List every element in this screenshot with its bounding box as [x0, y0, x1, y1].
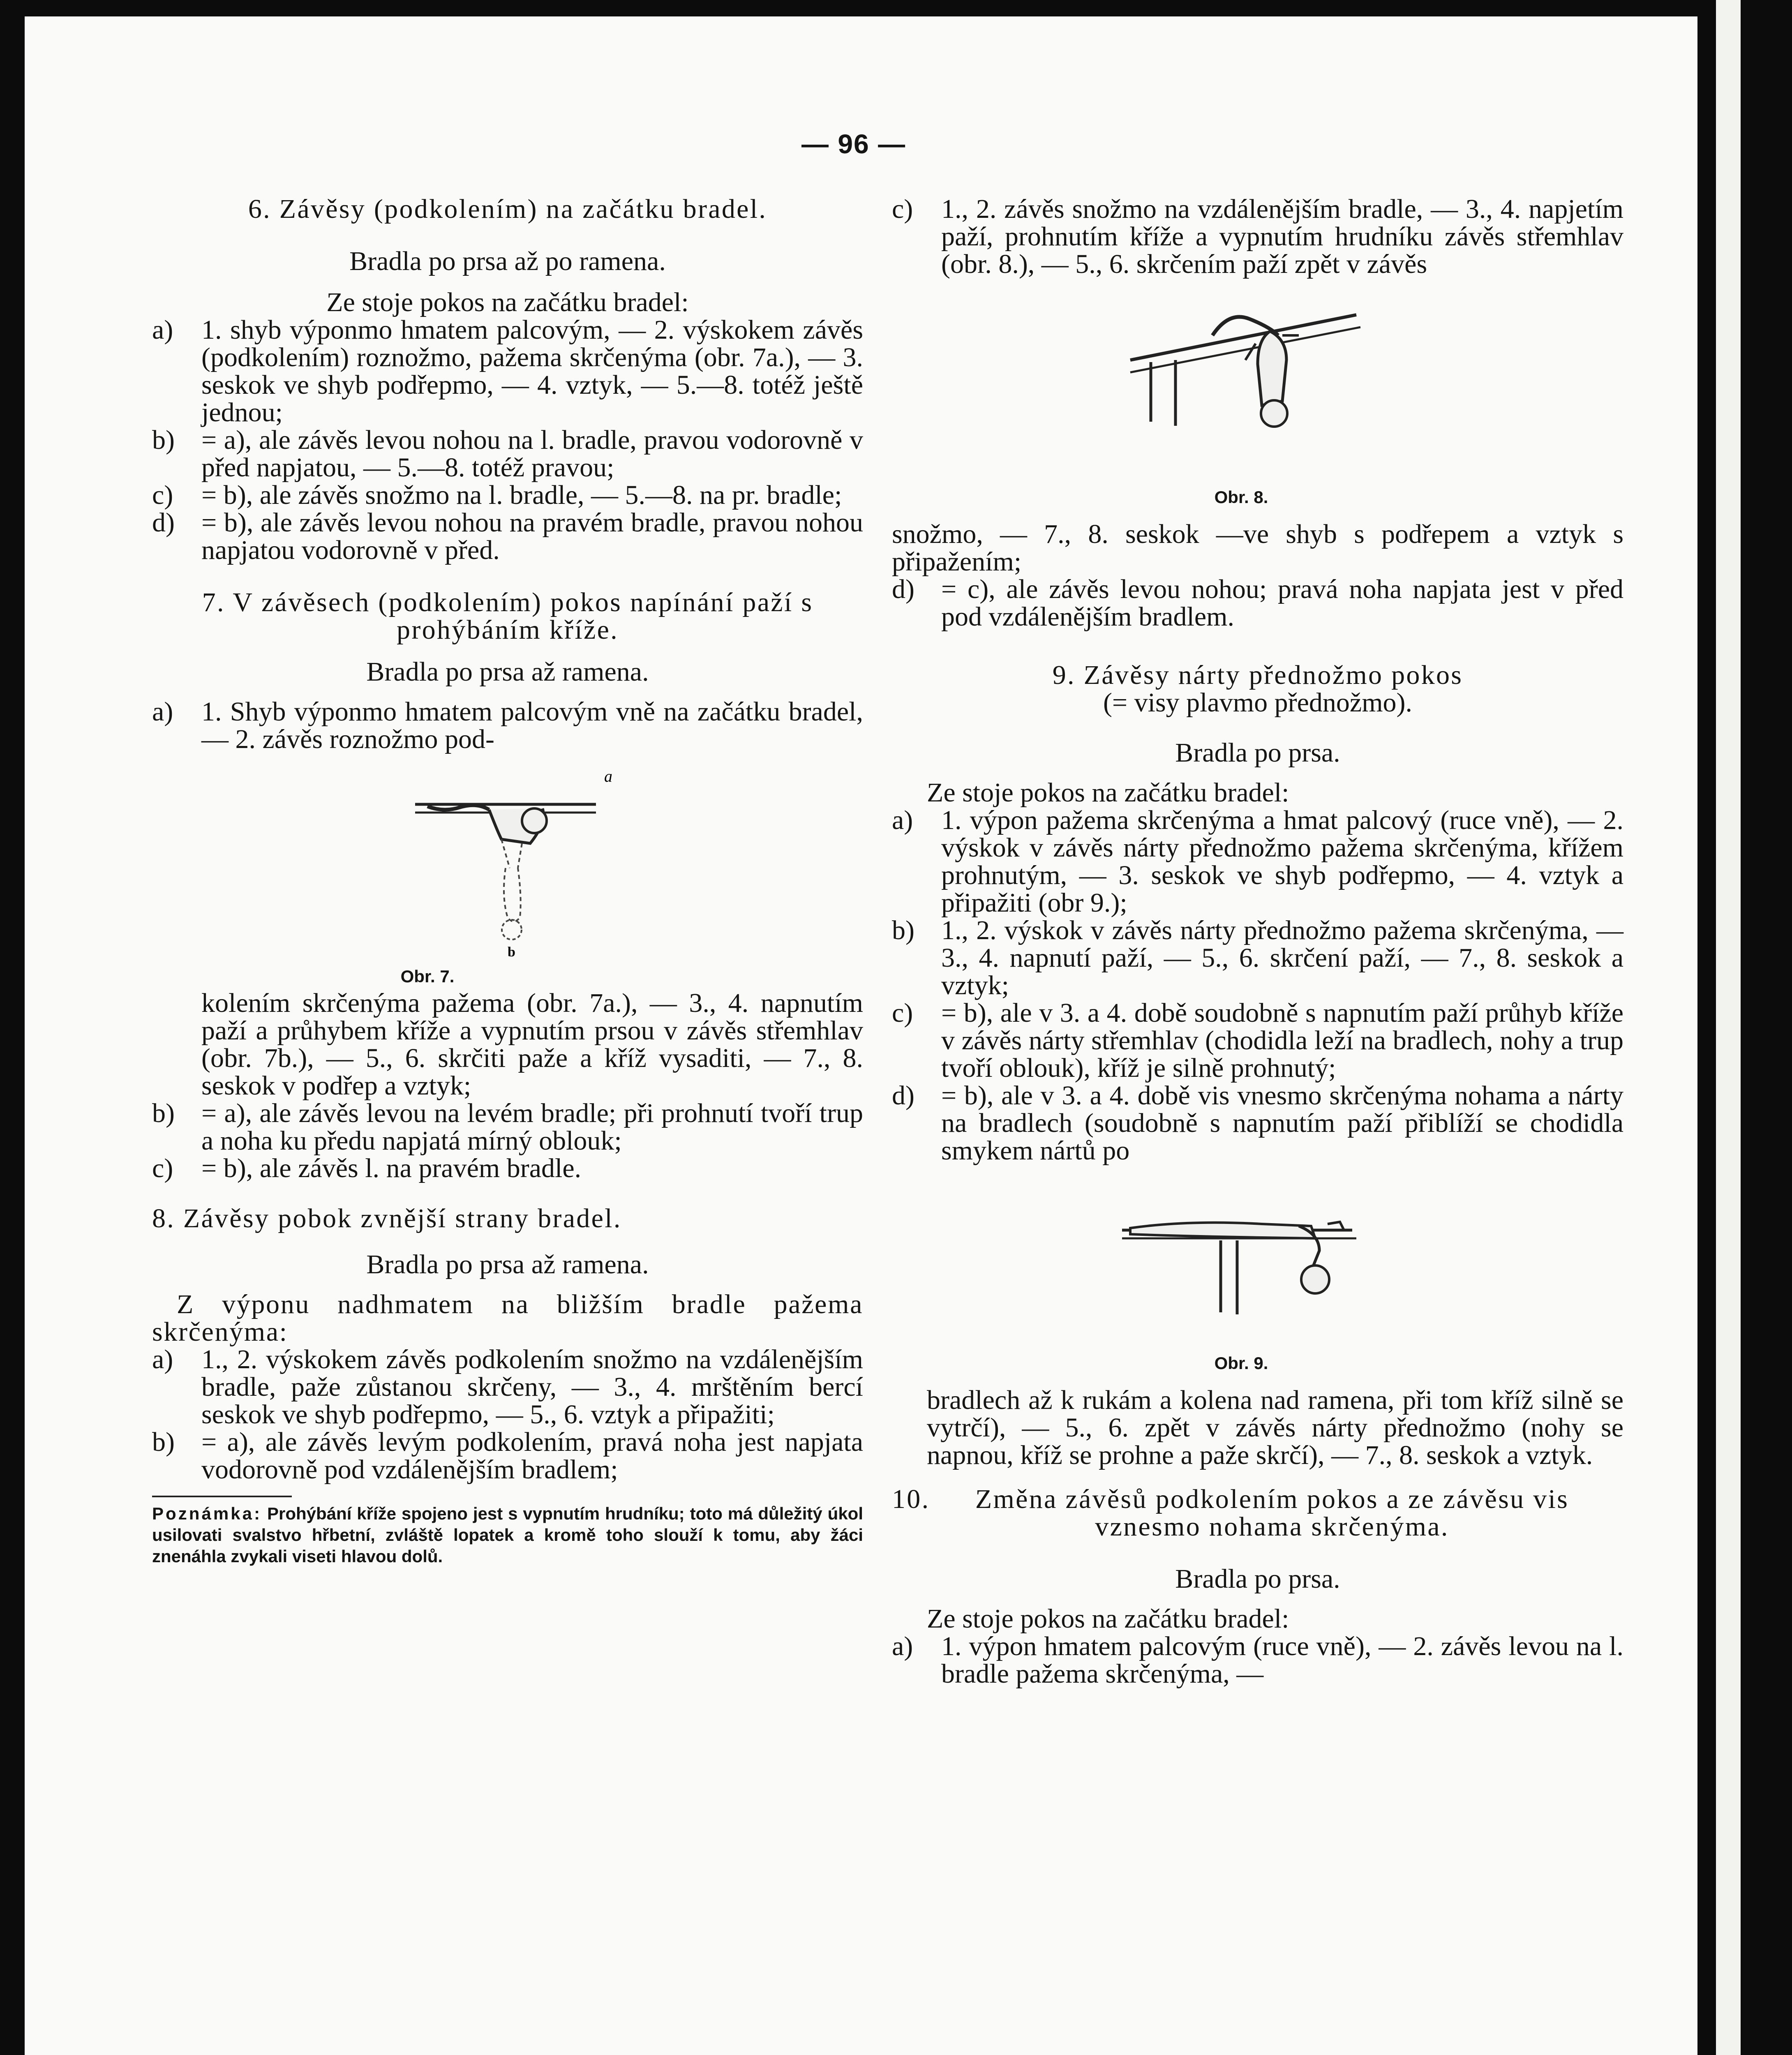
section-6-item-b: b) = a), ale závěs levou nohou na l. bradle, pravou vodorovně v před napjatou, — 5.—8. totéž pravou;	[152, 425, 863, 483]
section-7-title: 7. V závěsech (podkolením) pokos napínání paží s prohýbáním kříže.	[202, 587, 813, 645]
section-9-title-2: (= visy plavmo přednožmo).	[1103, 688, 1413, 718]
figure-7-illustration	[366, 761, 654, 958]
section-9-item-a: a) 1. výpon pažema skrčenýma a hmat palcový (ruce vně), — 2. výskok v závěs nárty přednožmo pažema skrčenýma, křížem prohnutým, — 3. seskok ve shyb podřepmo, — 4. vztyk a připažiti (obr 9.);	[892, 805, 1623, 918]
figure-7-label-b: b	[508, 944, 515, 958]
page-number: — 96 —	[801, 129, 906, 159]
section-6-title: 6. Závěsy (podkolením) na začátku bradel.	[248, 194, 767, 224]
figure-8-illustration	[1106, 290, 1402, 471]
scanned-page	[25, 16, 1697, 2055]
figure-8	[892, 278, 1623, 508]
section-8-item-d: d) = c), ale závěs levou nohou; pravá noha napjata jest v před pod vzdálenějším bradlem.	[892, 574, 1623, 632]
section-7-item-a: a) 1. Shyb výponmo hmatem palcovým vně na začátku bradel, — 2. závěs roznožmo pod-	[152, 697, 863, 754]
section-6-item-d: d) = b), ale závěs levou nohou na pravém bradle, pravou nohou napjatou vodorovně v před.	[152, 508, 863, 565]
section-9-intro: Ze stoje pokos na začátku bradel:	[927, 778, 1289, 808]
section-8-item-a: a) 1., 2. výskokem závěs podkolením snožmo na vzdálenějším bradle, paže zůstanou skrčeny, — 3., 4. mrštěním bercí seskok ve shyb podřepmo, — 5., 6. vztyk a připažiti;	[152, 1344, 863, 1429]
section-10-title: 10. Změna závěsů podkolením pokos a ze závěsu vis vznesmo nohama skrčenýma.	[892, 1484, 1569, 1542]
page-edge	[1716, 0, 1741, 2055]
section-7-item-c: c) = b), ale závěs l. na pravém bradle.	[152, 1153, 582, 1183]
left-column	[152, 195, 863, 1567]
section-9-subtitle: Bradla po prsa.	[1175, 738, 1340, 768]
section-6-item-a: a) 1. shyb výponmo hmatem palcovým, — 2. výskokem závěs (podkolením) roznožmo, pažema skrčenýma (obr. 7a.), — 3. seskok ve shyb podřepmo, — 4. vztyk, — 5.—8. totéž ještě jednou;	[152, 315, 863, 427]
section-6-subtitle: Bradla po prsa až po ramena.	[349, 246, 666, 276]
section-10-intro: Ze stoje pokos na začátku bradel:	[927, 1604, 1289, 1634]
section-8-intro: Z výponu nadhmatem na bližším bradle pažema skrčenýma:	[152, 1289, 863, 1347]
section-8-item-c: c) 1., 2. závěs snožmo na vzdálenějším bradle, — 3., 4. napjetím paží, prohnutím kříže a vypnutím hrudníku závěs střemhlav (obr. 8.), — 5., 6. skrčením paží zpět v závěs	[892, 194, 1623, 279]
section-7-item-b: b) = a), ale závěs levou na levém bradle; při prohnutí tvoří trup a noha ku předu napjatá mírný oblouk;	[152, 1098, 863, 1156]
figure-9-illustration	[1106, 1185, 1402, 1341]
footnote-separator	[152, 1496, 292, 1497]
right-column	[892, 195, 1623, 1688]
figure-7-caption: Obr. 7.	[400, 967, 455, 986]
figure-9-caption: Obr. 9.	[1214, 1353, 1268, 1373]
section-9-item-c: c) = b), ale v 3. a 4. době soudobně s napnutím paží průhyb kříže v závěs nárty střemhlav (chodidla leží na bradlech, nohy a trup tvoří oblouk), kříž je silně prohnutý;	[892, 998, 1623, 1083]
section-6-item-c: c) = b), ale závěs snožmo na l. bradle, — 5.—8. na pr. bradle;	[152, 480, 842, 510]
section-9-title: 9. Závěsy nárty přednožmo pokos	[1052, 660, 1463, 690]
section-7-item-a-cont: kolením skrčenýma pažema (obr. 7a.), — 3., 4. napnutím paží a průhybem kříže a vypnutím prsou v závěs střemhlav (obr. 7b.), — 5., 6. skrčiti paže a kříž vysaditi, — 7., 8. seskok v podřep a vztyk;	[201, 988, 863, 1101]
figure-7	[152, 753, 863, 986]
figure-9	[892, 1164, 1623, 1373]
section-9-item-d-cont: bradlech až k rukám a kolena nad ramena, při tom kříž silně se vytrčí), — 5., 6. zpět v závěs nárty přednožmo (nohy se napnou, kříž se prohne a paže skrčí), — 7., 8. seskok a vztyk.	[927, 1385, 1623, 1470]
section-8-item-c-cont: snožmo, — 7., 8. seskok —ve shyb s podřepem a vztyk s připažením;	[892, 519, 1623, 577]
section-6-intro: Ze stoje pokos na začátku bradel:	[326, 287, 689, 317]
section-8-item-b: b) = a), ale závěs levým podkolením, pravá noha jest napjata vodorovně pod vzdálenějším bradlem;	[152, 1427, 863, 1485]
section-9-item-b: b) 1., 2. výskok v závěs nárty přednožmo pažema skrčenýma, — 3., 4. napnutí paží, — 5., 6. skrčení paží, — 7., 8. seskok a vztyk;	[892, 915, 1623, 1000]
footnote: Poznámka: Prohýbání kříže spojeno jest s vypnutím hrudníku; toto má důležitý úkol usilovati svalstvo hřbetní, zvláště lopatek a kromě toho slouží k tomu, aby žáci znenáhla zvykali viseti hlavou dolů.	[152, 1504, 864, 1566]
section-8-subtitle: Bradla po prsa až ramena.	[366, 1249, 649, 1279]
section-10-item-a: a) 1. výpon hmatem palcovým (ruce vně), — 2. závěs levou na l. bradle pažema skrčenýma, —	[892, 1631, 1623, 1689]
section-8-title: 8. Závěsy pobok zvnější strany bradel.	[152, 1203, 622, 1233]
figure-8-caption: Obr. 8.	[1214, 487, 1268, 507]
section-10-subtitle: Bradla po prsa.	[1175, 1564, 1340, 1594]
section-9-item-d: d) = b), ale v 3. a 4. době vis vnesmo skrčenýma nohama a nárty na bradlech (soudobně s napnutím paží přiblíží se chodidla smykem nártů po	[892, 1081, 1623, 1166]
section-7-subtitle: Bradla po prsa až ramena.	[366, 657, 649, 687]
figure-7-label-a: a	[604, 767, 612, 785]
